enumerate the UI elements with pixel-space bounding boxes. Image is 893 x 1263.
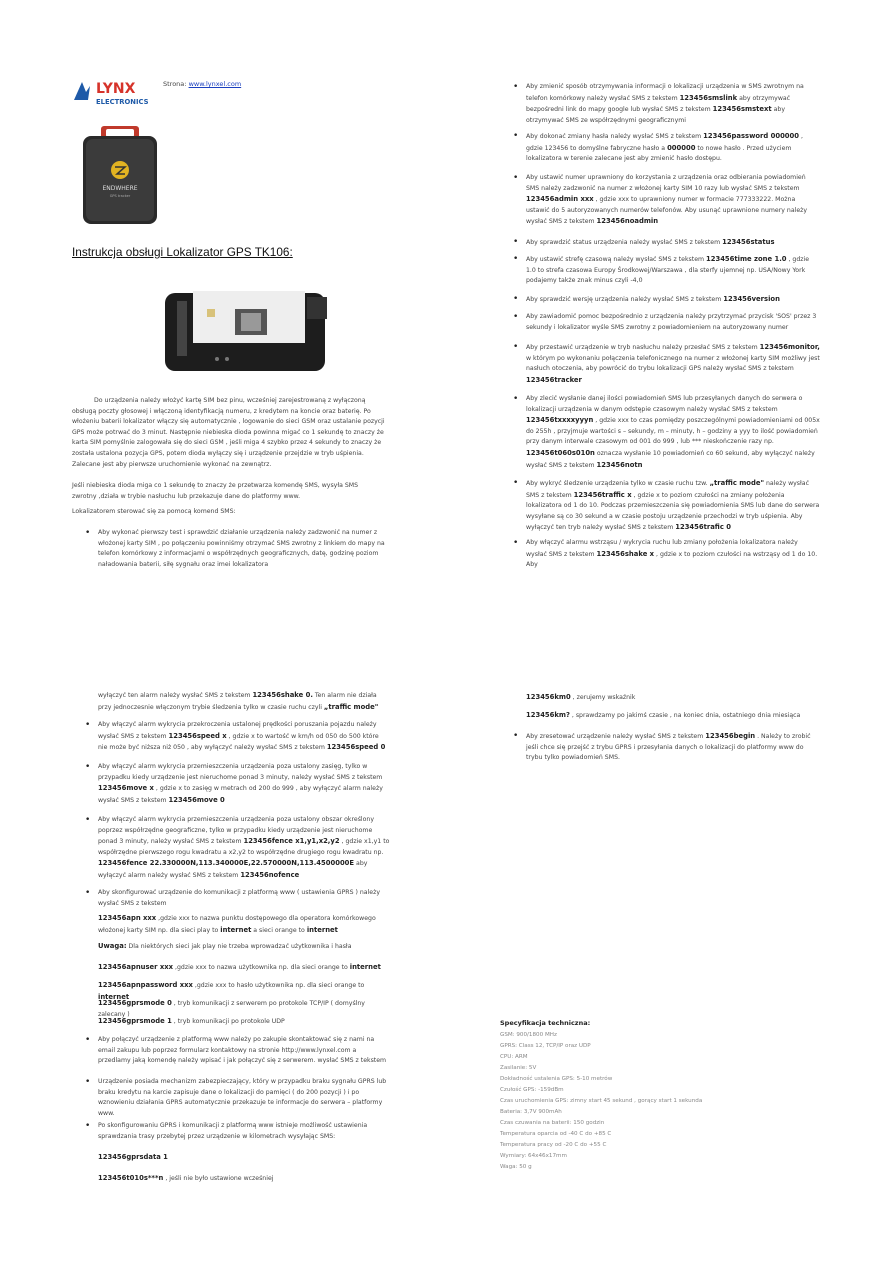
spec-line: Czas czuwania na baterii: 150 godzin bbox=[500, 1120, 605, 1126]
list-item-admin: • Aby ustawić numer uprawniony do korzystania z urządzenia oraz odbierania powiadomień SMS należy zadzwonić na numer z włożonej karty SIM 10 razy lub wysłać SMS z tekstem 123456admin xxx , gdzie xxx to uprawniony numer w formacie 777333222. Można ustawić do 5 autoryzowanych numerów telefonów. Aby usunąć uprawnione numery należy wysłać SMS z tekstem 123456noadmin bbox=[526, 173, 820, 228]
list-item-smslink: • Aby zmienić sposób otrzymywania informacji o lokalizacji urządzenia w SMS zwrotnym na telefon komórkowy należy wysłać SMS z tekstem 123456smslink aby otrzymywać bezpośredni link do mapy google lub wysłać SMS z tekstem 123456smstext aby otrzymywać SMS ze współrzędnymi geograficznymi bbox=[526, 82, 820, 126]
spec-title: Specyfikacja techniczna: bbox=[500, 1019, 591, 1027]
led-paragraph: Jeśli niebieska dioda miga co 1 sekundę to znaczy że przetwarza komendę SMS, wysyła SMS zwrotny ,działa w trybie nasłuchu lub przekazuje dane do platformy www. bbox=[72, 482, 359, 500]
uwaga-line: Uwaga: Dla niektórych sieci jak play nie trzeba wprowadzać użytkownika i hasła bbox=[98, 942, 352, 950]
list-item-move: • Aby włączyć alarm wykrycia przemieszczenia urządzenia poza ustalony zasięg, tylko w przypadku kiedy urządzenie jest nieruchome ponad 3 minuty, należy wysłać SMS z tekstem 123456move x , gdzie x to zasięg w metrach od 200 do 999 , aby wyłączyć alarm należy wysłać SMS z tekstem 123456move 0 bbox=[98, 762, 390, 806]
list-item-buffer: • Urządzenie posiada mechanizm zabezpieczający, który w przypadku braku sygnału GPRS lub braku kredytu na karcie zapisuje dane o lokalizacji do pamięci ( do 200 pozycji ) i po wznowieniu działania GPRS automatycznie przekazuje te informacje do serwera – platformy www. bbox=[98, 1077, 390, 1119]
apn-line: 123456apn xxx ,gdzie xxx to nazwa punktu dostępowego dla operatora komórkowego włożonej karty SIM np. dla sieci play to internet a sieci orange to internet bbox=[98, 914, 376, 934]
logo-brand-top: LYNX bbox=[96, 81, 136, 97]
list-item-reset: • Aby zresetować urządzenie należy wysłać SMS z tekstem 123456begin . Należy to zrobić jeśli chce się przejść z trybu GPRS i przesyłania danych o lokalizacji do platformy www do trybu tylko powiadomień SMS. bbox=[526, 731, 820, 764]
gprsmode0-line: 123456gprsmode 0 , tryb komunikacji z serwerem po protokole TCP/IP ( domyślny zalecany ) bbox=[98, 999, 365, 1018]
spec-line: Czas uruchomienia GPS: zimny start 45 sekund , gorący start 1 sekunda bbox=[500, 1098, 703, 1104]
list-item-timezone: • Aby ustawić strefę czasową należy wysłać SMS z tekstem 123456time zone 1.0 , gdzie 1.0 to strefa czasowa Europy Środkowej/Warszawa , dla sterfy ujemnej np. USA/Nowy York podajemy także znak minus czyli -4,0 bbox=[526, 254, 820, 287]
website-line bbox=[163, 80, 241, 88]
gprsmode1-line: 123456gprsmode 1 , tryb komunikacji po protokole UDP bbox=[98, 1017, 285, 1025]
km0-line: 123456km0 , zerujemy wskaźnik bbox=[526, 693, 636, 701]
website-label: Strona: bbox=[163, 80, 187, 88]
t010s-line: 123456t010s***n , jeśli nie było ustawione wcześniej bbox=[98, 1174, 274, 1182]
spec-line: Wymiary: 64x46x17mm bbox=[500, 1153, 567, 1159]
device-brand-label: ENDWHERE bbox=[102, 185, 138, 192]
spec-line: Bateria: 3,7V 900mAh bbox=[500, 1109, 562, 1115]
list-item-platform: • Aby połączyć urządzenie z platformą www należy po zakupie skontaktować się z nami na email zakupu lub poprzez formularz kontaktowy na stronie http://www.lynxel.com a przedlamy jaką komendę należy wpisać i jak połączyć się z serwerem. wysłać SMS z tekstem bbox=[98, 1035, 390, 1067]
tracker-open-image bbox=[157, 279, 330, 383]
list-item-speed: • Aby włączyć alarm wykrycia przekroczenia ustalonej prędkości poruszania pojazdu należy wysłać SMS z tekstem 123456speed x , gdzie x to wartość w km/h od 050 do 500 które nie może być niższa niż 050 , aby wyłączyć należy wysłać SMS z tekstem 123456speed 0 bbox=[98, 720, 390, 754]
apnuser-line: 123456apnuser xxx ,gdzie xxx to nazwa użytkownika np. dla sieci orange to internet bbox=[98, 963, 381, 971]
spec-line: CPU: ARM bbox=[500, 1054, 528, 1060]
website-link[interactable]: www.lynxel.com bbox=[188, 80, 242, 88]
list-item-status: • Aby sprawdzić status urządzenia należy wysłać SMS z tekstem 123456status bbox=[526, 237, 820, 249]
spec-line: GPRS: Class 12, TCP/IP oraz UDP bbox=[500, 1043, 591, 1049]
list-item-password: • Aby dokonać zmiany hasła należy wysłać SMS z tekstem 123456password 000000 , gdzie 123456 to domyślne fabryczne hasło a 000000 to nowe hasło . Przed użyciem lokalizatora w terenie zalecane jest aby zmienić hasło dostępu. bbox=[526, 131, 820, 165]
tracker-device-image bbox=[81, 126, 159, 226]
intro-paragraph: Do urządzenia należy włożyć kartę SIM bez pinu, wcześniej zarejestrowaną z wyłączoną obsługą poczty głosowej i włączoną identyfikacją numeru, z kredytem na koncie oraz baterię. Po włożeniu baterii lokalizator włączy się automatycznie , logowanie do sieci GSM oraz ustalanie pozycji GPS może potrwać do 3 minut. Następnie niebieska dioda powinna migać co 1 sekundę to znaczy że karta SIM pomyślnie zalogowała się do sieci GSM , jeśli miga 4 szybko przez 4 sekundy to znaczy że została ustalona pozycja GPS, potem dioda wyłączy się i urządzenie przejdzie w tryb uśpienia. Zalecane jest aby pierwsze uruchomienie wykonać na zewnątrz. bbox=[72, 397, 385, 468]
list-item-fence: • Aby włączyć alarm wykrycia przemieszczenia urządzenia poza ustalony obszar określony poprzez współrzędne geograficzne, tylko w przypadku kiedy urządzenie jest nieruchome ponad 3 minuty, należy wysłać SMS z tekstem 123456fence x1,y1,x2,y2 , gdzie x1,y1 to współrzędne pierwszego rogu kwadratu a x2,y2 to współrzędne drugiego rogu kwadratu np. 123456fence 22.330000N,113.340000E,22.570000N,113.4500000E aby wyłączyć alarm należy wysłać SMS z tekstem 123456nofence bbox=[98, 815, 390, 882]
sms-intro: Lokalizatorem sterować się za pomocą komend SMS: bbox=[72, 508, 236, 515]
list-item-version: • Aby sprawdzić wersję urządzenia należy wysłać SMS z tekstem 123456version bbox=[526, 294, 820, 306]
logo-brand-bottom: ELECTRONICS bbox=[96, 98, 149, 106]
list-item-shake: • Aby włączyć alarmu wstrząsu / wykrycia ruchu lub zmiany położenia lokalizatora należy wysłać SMS z tekstem 123456shake x , gdzie x to poziom czułości na wstrząsy od 1 do 10. Aby bbox=[526, 538, 820, 571]
apnpassword-line: 123456apnpassword xxx ,gdzie xxx to hasło użytkownika np. dla sieci orange to internet bbox=[98, 981, 365, 1001]
page-title: Instrukcja obsługi Lokalizator GPS TK106: bbox=[72, 245, 293, 259]
list-item-first-test: • Aby wykonać pierwszy test i sprawdzić działanie urządzenia należy zadzwonić na numer z włożonej karty SIM , po połączeniu powinniśmy otrzymać SMS zwrotny z linkiem do mapy na telefon komórkowy z informacjami o współrzędnych geograficznych, datę, godzinę poziom naładowania baterii, siłę sygnału oraz imei lokalizatora bbox=[98, 528, 390, 570]
spec-line: GSM: 900/1800 MHz bbox=[500, 1032, 557, 1038]
list-item-traffic: • Aby wykryć śledzenie urządzenia tylko w czasie ruchu tzw. „traffic mode" należy wysłać SMS z tekstem 123456traffic x , gdzie x to poziom czułości na zmiany położenia lokalizatora od 1 do 10. Podczas przemieszczenia się powiadomienia SMS lub dane do serwera wysyłane są co 30 sekund a w czasie postoju urządzenie przechodzi w tryb uśpienia. Aby wyłączyć ten tryb należy wysłać SMS z tekstem 123456trafic 0 bbox=[526, 478, 820, 534]
list-item-interval: • Aby zlecić wysłanie danej ilości powiadomień SMS lub przesyłanych danych do serwera o lokalizacji urządzenia w danym odstępie czasowym należy wysłać SMS z tekstem 123456txxxxyyyn , gdzie xxx to czas pomiędzy poszczególnymi powiadomieniami od 005x do 255h , przyjmuje wartości s – sekundy, m – minuty, h – godziny a yyy to ilość powiadomień przy danym interwale czasowym od 001 do 999 , lub *** nieskończenie razy np. 123456t060s010n oznacza wysłanie 10 powiadomień co 60 sekund, aby wyłączyć należy wysłać SMS z tekstem 123456notn bbox=[526, 394, 820, 471]
gprsdata-line: 123456gprsdata 1 bbox=[98, 1153, 168, 1161]
km-query-line: 123456km? , sprawdzamy po jakimś czasie , na koniec dnia, ostatniego dnia miesiąca bbox=[526, 711, 801, 719]
spec-line: Waga: 50 g bbox=[500, 1164, 532, 1170]
spec-line: Czułość GPS: -159dBm bbox=[500, 1087, 564, 1093]
device-sub-label: GPS tracker bbox=[109, 194, 131, 198]
spec-line: Temperatura pracy od -20 C do +55 C bbox=[500, 1142, 607, 1148]
list-item-km: • Po skonfigurowaniu GPRS i komunikacji z platformą www istnieje możliwość ustawienia sprawdzania trasy przebytej przez urządzenie w kilometrach wysyłając SMS: bbox=[98, 1121, 390, 1142]
spec-line: Dokładność ustalenia GPS: 5-10 metrów bbox=[500, 1076, 613, 1082]
list-item-sos: • Aby zawiadomić pomoc bezpośrednio z urządzenia należy przytrzymać przycisk 'SOS' przez 3 sekundy i lokalizator wyśle SMS zwrotny z powiadomieniem na autoryzowany numer bbox=[526, 312, 820, 333]
lynx-logo bbox=[72, 78, 160, 108]
spec-line: Temperatura oparcia od -40 C do +85 C bbox=[500, 1131, 612, 1137]
shake-continued: wyłączyć ten alarm należy wysłać SMS z tekstem 123456shake 0. Ten alarm nie działa przy jednoczesnie włączonym trybie śledzenia tylko w czasie ruchu czyli „traffic mode" bbox=[98, 691, 379, 711]
list-item-monitor: • Aby przestawić urządzenie w tryb nasłuchu należy przesłać SMS z tekstem 123456monitor, w którym po wykonaniu połączenia telefonicznego na numer z włożonej karty SIM możliwy jest nasłuch otoczenia, aby powrócić do trybu lokalizacji GPS należy wysłać SMS z tekstem 123456tracker bbox=[526, 342, 820, 386]
spec-line: Zasilanie: 5V bbox=[500, 1065, 537, 1071]
list-item-gprs: • Aby skonfigurować urządzenie do komunikacji z platformą www ( ustawienia GPRS ) należy wysłać SMS z tekstem bbox=[98, 888, 390, 909]
